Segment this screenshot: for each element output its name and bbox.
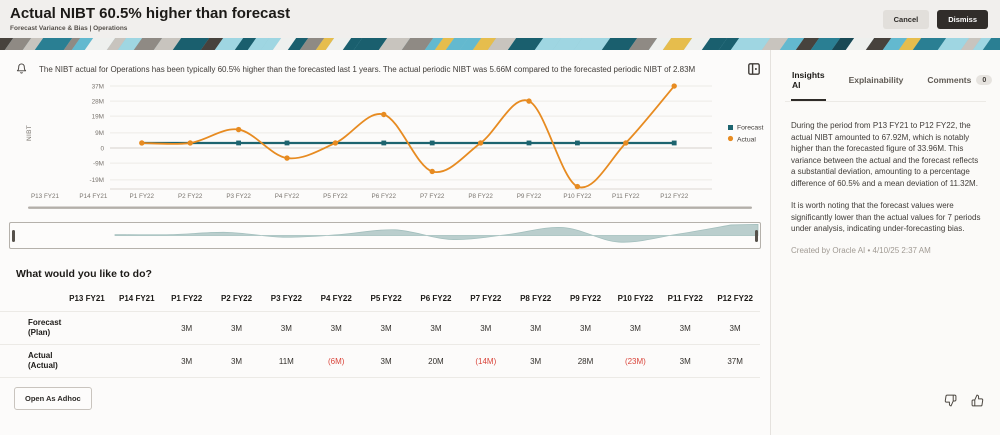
insight-paragraph: It is worth noting that the forecast values were significantly lower than the actual values for 7 periods under analysis, indicating under-forecasting bias. — [791, 201, 981, 233]
scrubber-left-handle[interactable] — [12, 230, 15, 242]
attribution-text: Created by Oracle AI • 4/10/25 2:37 AM — [791, 245, 931, 255]
table-column-header: P4 FY22 — [320, 294, 352, 304]
x-axis-tick: P4 FY22 — [274, 193, 300, 201]
table-cell[interactable]: 3M — [380, 356, 392, 366]
table-row — [0, 345, 760, 378]
decorative-mosaic-strip — [0, 38, 1000, 50]
x-axis-tick: P3 FY22 — [226, 193, 251, 201]
insight-bar — [0, 50, 770, 81]
x-axis-tick: P10 FY22 — [563, 193, 592, 201]
actual-marker[interactable] — [139, 140, 144, 145]
x-axis-tick: P8 FY22 — [468, 193, 493, 201]
table-cell[interactable]: 3M — [230, 356, 243, 366]
forecast-marker[interactable] — [285, 141, 290, 146]
table-column-header: P8 FY22 — [520, 294, 552, 304]
variance-table — [0, 286, 760, 378]
table-cell[interactable]: 3M — [280, 323, 292, 333]
actual-marker[interactable] — [188, 140, 193, 145]
x-axis-tick: P9 FY22 — [516, 193, 542, 201]
x-axis-tick: P6 FY22 — [371, 193, 397, 201]
legend-forecast-swatch — [728, 125, 733, 130]
table-cell[interactable]: 3M — [230, 323, 243, 333]
y-axis-tick: -9M — [92, 160, 104, 168]
actual-marker[interactable] — [526, 99, 531, 104]
legend-actual-swatch — [728, 136, 733, 141]
insight-paragraph: During the period from P13 FY21 to P12 FY22, the actual NIBT amounted to 67.92M, which is notably higher than the forecasted figure of 33.96M. This variance between the actual and the forecast reflects a substantial deviation, amounting to a percentage difference of 60.5% and a mean deviation of 11.32M. — [791, 121, 979, 188]
page-title: Actual NIBT 60.5% higher than forecast — [10, 5, 291, 23]
x-axis-tick: P2 FY22 — [177, 193, 203, 201]
actual-marker[interactable] — [430, 169, 435, 174]
y-axis-tick: 9M — [95, 130, 104, 138]
bell-icon — [16, 63, 27, 74]
chart-overview-scrubber[interactable] — [9, 222, 761, 249]
thumbs-up-icon[interactable] — [971, 394, 984, 407]
table-cell[interactable]: 3M — [579, 323, 592, 333]
header — [0, 0, 1000, 38]
table-cell[interactable]: 3M — [181, 323, 193, 333]
chart-scrollbar — [28, 207, 752, 209]
table-cell[interactable]: 11M — [278, 356, 294, 366]
feedback-buttons — [944, 394, 984, 407]
x-axis-tick: P11 FY22 — [612, 193, 640, 201]
table-column-header: P7 FY22 — [470, 294, 502, 304]
row-label: Forecast (Plan) — [28, 317, 62, 338]
table-cell[interactable]: 3M — [330, 323, 342, 333]
panel-tabs — [785, 68, 986, 102]
y-axis-tick: 19M — [91, 113, 104, 121]
open-as-adhoc-button[interactable]: Open As Adhoc — [14, 387, 92, 410]
table-cell[interactable]: 3M — [380, 323, 392, 333]
table-column-header: P9 FY22 — [569, 294, 602, 304]
table-cell[interactable]: 3M — [530, 323, 542, 333]
scrubber-right-handle[interactable] — [755, 230, 758, 242]
table-cell[interactable]: 3M — [430, 323, 442, 333]
x-axis-tick: P12 FY22 — [660, 193, 689, 201]
forecast-marker[interactable] — [672, 141, 677, 146]
cancel-button[interactable]: Cancel — [883, 10, 930, 29]
y-axis-tick: -19M — [89, 177, 104, 185]
legend-actual-label: Actual — [737, 136, 756, 144]
table-cell[interactable]: 3M — [679, 356, 691, 366]
row-label: Actual (Actual) — [28, 350, 58, 371]
table-column-header: P13 FY21 — [69, 294, 105, 304]
table-column-header: P5 FY22 — [370, 294, 402, 304]
actual-marker[interactable] — [284, 156, 289, 161]
tab-comments[interactable]: Comments 0 — [926, 68, 993, 101]
table-column-header: P2 FY22 — [220, 294, 253, 304]
table-cell[interactable]: (23M) — [624, 356, 646, 366]
y-axis-tick: 37M — [91, 83, 104, 91]
breadcrumb: Forecast Variance & Bias | Operations — [10, 24, 128, 32]
table-cell[interactable]: 28M — [577, 356, 594, 366]
actual-marker[interactable] — [381, 112, 386, 117]
dismiss-button[interactable]: Dismiss — [937, 10, 988, 29]
forecast-marker[interactable] — [430, 141, 435, 146]
insights-panel — [770, 50, 1000, 435]
table-column-header: P6 FY22 — [420, 294, 452, 304]
table-cell[interactable]: 3M — [181, 356, 193, 366]
forecast-marker[interactable] — [381, 141, 386, 146]
tab-insights-ai[interactable]: Insights AI — [791, 68, 826, 101]
table-cell[interactable]: 3M — [679, 323, 691, 333]
table-cell[interactable]: 3M — [530, 356, 542, 366]
x-axis-tick: P1 FY22 — [129, 193, 155, 201]
table-row — [0, 312, 760, 345]
tab-explainability[interactable]: Explainability — [848, 75, 904, 85]
table-cell[interactable]: 3M — [629, 323, 641, 333]
table-column-header: P3 FY22 — [270, 294, 302, 304]
table-cell[interactable]: (6M) — [328, 356, 345, 366]
y-axis-label: NIBT — [26, 125, 33, 142]
actual-marker[interactable] — [236, 127, 241, 132]
x-axis-tick: P14 FY21 — [79, 193, 108, 201]
panel-toggle-icon[interactable] — [748, 63, 760, 75]
table-cell[interactable]: (14M) — [475, 356, 497, 366]
table-cell[interactable]: 37M — [727, 356, 743, 366]
y-axis-tick: 28M — [91, 98, 104, 106]
insight-summary-text: The NIBT actual for Operations has been typically 60.5% higher than the forecasted last 1 years. The actual periodic NIBT was 5.66M compared to the forecasted periodic NIBT of 2.83M — [39, 65, 696, 74]
table-cell[interactable]: 20M — [428, 356, 444, 366]
header-text — [10, 6, 290, 32]
insights-body — [785, 102, 986, 255]
table-column-header: P14 FY21 — [119, 294, 155, 304]
x-axis-tick: P5 FY22 — [323, 193, 348, 201]
forecast-marker[interactable] — [527, 141, 532, 146]
table-column-header: P1 FY22 — [171, 294, 203, 304]
comments-count-badge: 0 — [976, 75, 992, 85]
table-cell[interactable]: 3M — [729, 323, 741, 333]
main-area — [0, 50, 770, 435]
actual-marker[interactable] — [575, 184, 580, 189]
table-cell[interactable]: 3M — [480, 323, 492, 333]
actual-marker[interactable] — [333, 140, 338, 145]
actual-marker[interactable] — [623, 140, 628, 145]
table-column-header: P10 FY22 — [617, 294, 654, 304]
y-axis-tick: 0 — [100, 145, 104, 153]
x-axis-tick: P13 FY21 — [30, 193, 60, 201]
forecast-marker[interactable] — [575, 141, 580, 146]
table-column-header: P12 FY22 — [717, 294, 753, 304]
table-header-row — [0, 286, 760, 312]
thumbs-down-icon[interactable] — [944, 394, 957, 407]
table-column-header: P11 FY22 — [667, 294, 703, 304]
prompt-heading: What would you like to do? — [16, 268, 152, 281]
nibt-variance-chart[interactable] — [0, 81, 770, 213]
actual-marker[interactable] — [478, 140, 483, 145]
overview-wave — [115, 225, 758, 243]
actual-marker[interactable] — [672, 84, 677, 89]
x-axis-tick: P7 FY22 — [419, 193, 445, 201]
forecast-marker[interactable] — [236, 141, 241, 146]
legend-forecast-label: Forecast — [737, 124, 764, 132]
